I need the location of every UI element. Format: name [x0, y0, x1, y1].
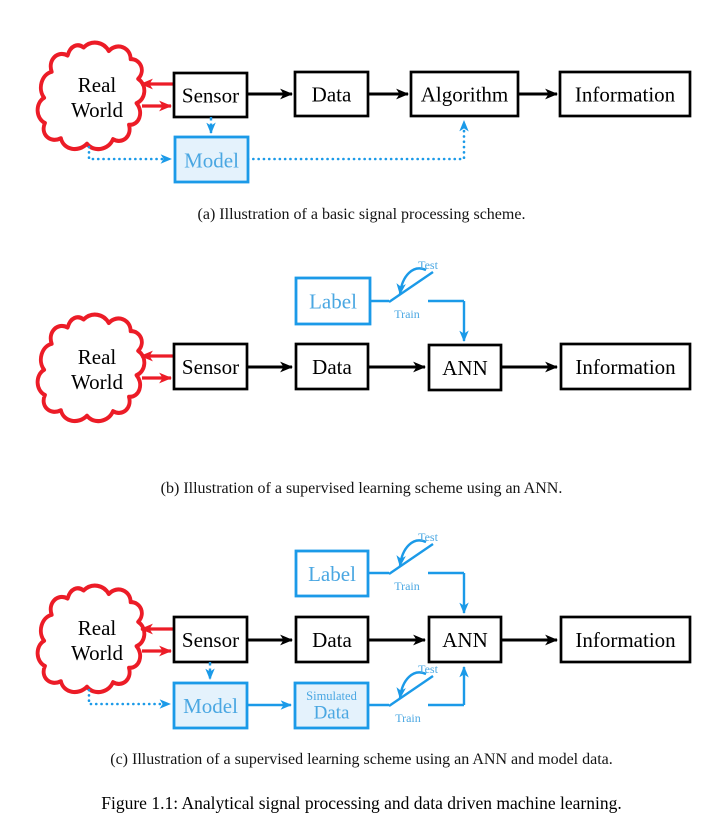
real-world-text-line1-b: Real	[77, 345, 117, 369]
label-label-c: Label	[308, 562, 356, 586]
information-label-a: Information	[574, 82, 676, 107]
algorithm-label-a: Algorithm	[420, 82, 509, 107]
data-label-b: Data	[312, 355, 352, 379]
switch-toggle-arrow-b	[400, 268, 426, 294]
model-label-c: Model	[183, 694, 238, 718]
information-label-c: Information	[575, 628, 676, 652]
diagram-c	[38, 530, 690, 728]
switch-test-label-b: Test	[418, 258, 438, 272]
switch-train-label-b: Train	[394, 307, 420, 321]
subcaption-c: (c) Illustration of a supervised learning scheme using an ANN and model data.	[110, 751, 613, 768]
subcaption-a: (a) Illustration of a basic signal processing scheme.	[197, 206, 526, 223]
switch-bottom-toggle-arrow-c	[400, 672, 426, 698]
switch-top-arm-c	[389, 544, 433, 574]
switch-bottom-test-label-c: Test	[418, 662, 438, 676]
switch-top-toggle-arrow-c	[400, 540, 426, 566]
data-label-c: Data	[312, 628, 352, 652]
sensor-label-b: Sensor	[181, 355, 240, 379]
model-label-a: Model	[184, 148, 239, 173]
ann-label-c: ANN	[442, 628, 488, 652]
switch-top-train-label-c: Train	[394, 579, 420, 593]
switch-bottom-arm-c	[389, 676, 433, 706]
label-label-b: Label	[309, 289, 357, 314]
sensor-label-a: Sensor	[181, 83, 240, 108]
switch-top-test-label-c: Test	[418, 530, 438, 544]
subcaption-b: (b) Illustration of a supervised learning scheme using an ANN.	[160, 480, 563, 497]
diagram-b	[38, 258, 690, 421]
simulated-data-label-line2-c: Data	[313, 702, 350, 724]
real-world-text-line1-c: Real	[77, 616, 117, 640]
diagram-a	[38, 43, 690, 182]
real-world-text-line2-b: World	[71, 370, 123, 394]
switch-bottom-train-label-c: Train	[395, 711, 421, 725]
ann-label-b: ANN	[442, 356, 488, 380]
dotted-model-to-algorithm-a	[248, 121, 464, 159]
real-world-text-line1-a: Real	[77, 73, 117, 97]
simulated-data-label-line1-c: Simulated	[306, 689, 357, 703]
real-world-text-line2-c: World	[71, 641, 123, 665]
real-world-text-line2-a: World	[71, 98, 123, 122]
switch-arm-b	[389, 272, 433, 302]
sensor-label-c: Sensor	[181, 628, 240, 652]
figure-caption: Figure 1.1: Analytical signal processing and data driven machine learning.	[101, 793, 622, 813]
information-label-b: Information	[575, 355, 676, 379]
data-label-a: Data	[311, 82, 352, 107]
